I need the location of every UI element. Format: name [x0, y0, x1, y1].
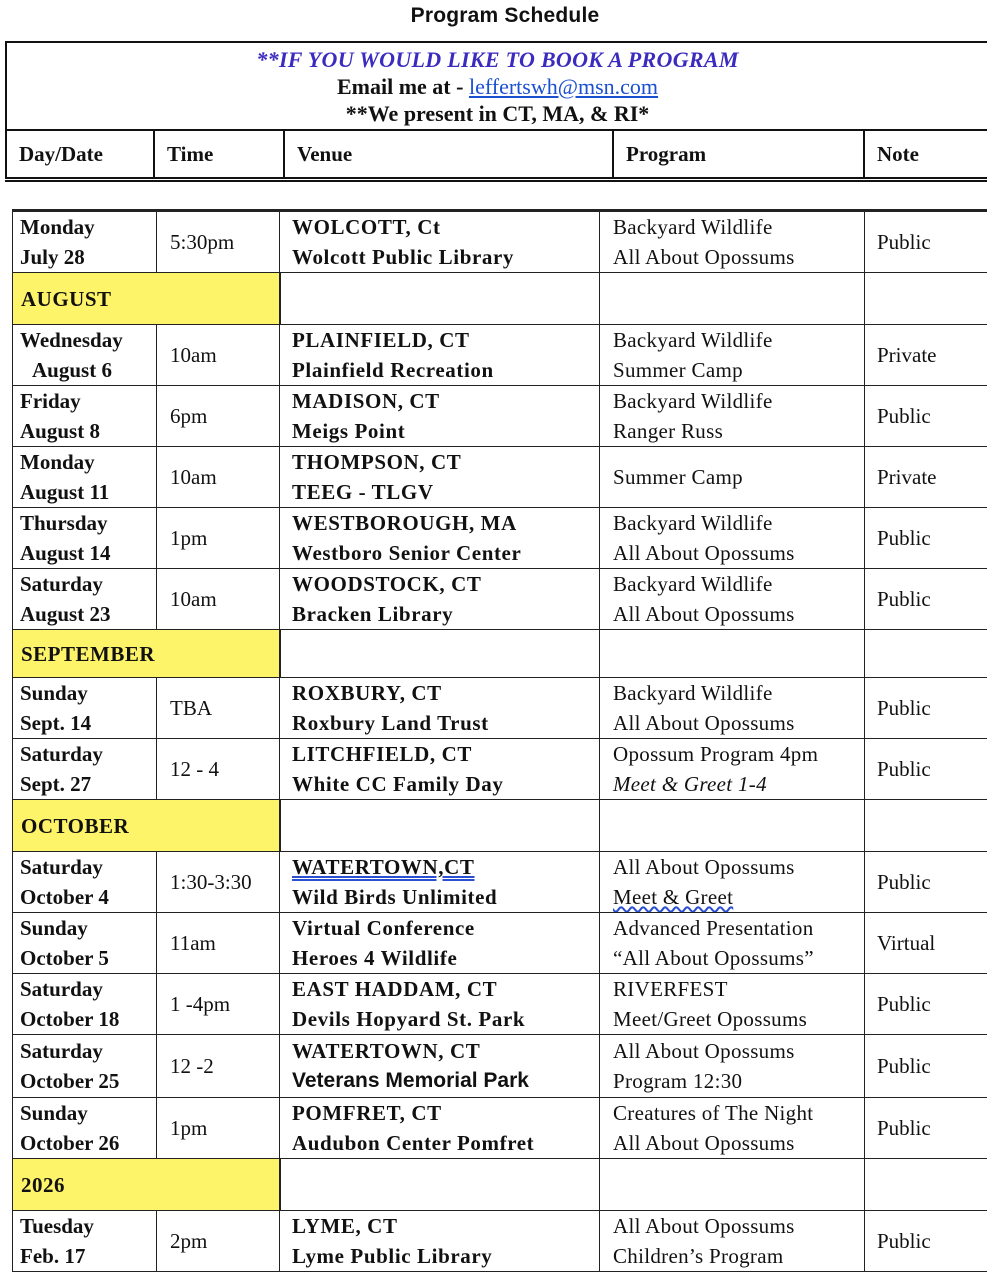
- program-cell: Opossum Program 4pm Meet & Greet 1-4: [600, 739, 865, 800]
- empty-cell: [280, 273, 600, 325]
- program-cell: Backyard Wildlife All About Opossums: [600, 211, 865, 273]
- program-cell: All About Opossums Children’s Program: [600, 1211, 865, 1272]
- table-row: [13, 852, 987, 913]
- table-row: [13, 678, 987, 739]
- table-row: [13, 1035, 987, 1098]
- empty-cell: [865, 1159, 987, 1211]
- time-cell: 12 -2: [157, 1035, 280, 1098]
- note-cell: Public: [865, 1098, 987, 1159]
- empty-cell: [280, 630, 600, 678]
- empty-cell: [600, 800, 865, 852]
- year-label: 2026: [13, 1159, 280, 1211]
- venue-cell: WOLCOTT, Ct Wolcott Public Library: [280, 211, 600, 273]
- day-date-cell: Monday August 11: [13, 447, 157, 508]
- note-cell: Public: [865, 386, 987, 447]
- empty-cell: [600, 630, 865, 678]
- venue-cell: WATERTOWN,CT Wild Birds Unlimited: [280, 852, 600, 913]
- venue-cell: WOODSTOCK, CT Bracken Library: [280, 569, 600, 630]
- note-cell: Public: [865, 569, 987, 630]
- month-label: OCTOBER: [13, 800, 280, 852]
- time-cell: 10am: [157, 325, 280, 386]
- table-row: [13, 739, 987, 800]
- booking-info: [6, 42, 987, 130]
- note-cell: Public: [865, 1211, 987, 1272]
- day-date-cell: Sunday Sept. 14: [13, 678, 157, 739]
- time-cell: 1 -4pm: [157, 974, 280, 1035]
- venue-cell: WATERTOWN, CT Veterans Memorial Park: [280, 1035, 600, 1098]
- booking-callout: **IF YOU WOULD LIKE TO BOOK A PROGRAM: [7, 46, 987, 73]
- column-header-venue: Venue: [284, 130, 613, 178]
- time-cell: 11am: [157, 913, 280, 974]
- empty-cell: [280, 800, 600, 852]
- table-row: [13, 325, 987, 386]
- column-header-program: Program: [613, 130, 864, 178]
- venue-cell: ROXBURY, CT Roxbury Land Trust: [280, 678, 600, 739]
- day-date-cell: Monday July 28: [13, 211, 157, 273]
- time-cell: 10am: [157, 569, 280, 630]
- day-date-cell: Saturday October 25: [13, 1035, 157, 1098]
- month-row: [13, 800, 987, 852]
- program-cell: Creatures of The Night All About Opossums: [600, 1098, 865, 1159]
- month-label: AUGUST: [13, 273, 280, 325]
- empty-cell: [865, 800, 987, 852]
- note-cell: Public: [865, 678, 987, 739]
- table-row: [13, 386, 987, 447]
- venue-cell: MADISON, CT Meigs Point: [280, 386, 600, 447]
- empty-cell: [600, 1159, 865, 1211]
- time-cell: 2pm: [157, 1211, 280, 1272]
- note-cell: Public: [865, 974, 987, 1035]
- day-date-cell: Saturday August 23: [13, 569, 157, 630]
- column-headers: [6, 130, 987, 178]
- time-cell: 10am: [157, 447, 280, 508]
- time-cell: 12 - 4: [157, 739, 280, 800]
- schedule-table: [12, 209, 987, 1272]
- table-row: [13, 1211, 987, 1272]
- program-cell: Summer Camp: [600, 447, 865, 508]
- note-cell: Public: [865, 1035, 987, 1098]
- time-cell: TBA: [157, 678, 280, 739]
- table-row: [13, 447, 987, 508]
- note-cell: Private: [865, 447, 987, 508]
- day-date-cell: Saturday October 18: [13, 974, 157, 1035]
- header-divider: [5, 180, 987, 209]
- empty-cell: [865, 273, 987, 325]
- month-row: [13, 630, 987, 678]
- program-cell: Backyard Wildlife All About Opossums: [600, 569, 865, 630]
- column-header-time: Time: [154, 130, 284, 178]
- day-date-cell: Friday August 8: [13, 386, 157, 447]
- program-cell: Backyard Wildlife Summer Camp: [600, 325, 865, 386]
- email-prefix: Email me at -: [337, 74, 469, 99]
- booking-header: [5, 41, 987, 179]
- program-cell: All About Opossums Meet & Greet: [600, 852, 865, 913]
- note-cell: Public: [865, 508, 987, 569]
- program-cell: All About Opossums Program 12:30: [600, 1035, 865, 1098]
- program-cell: Backyard Wildlife All About Opossums: [600, 678, 865, 739]
- day-date-cell: Sunday October 26: [13, 1098, 157, 1159]
- note-cell: Private: [865, 325, 987, 386]
- table-row: [13, 508, 987, 569]
- table-row: [13, 1098, 987, 1159]
- day-date-cell: Thursday August 14: [13, 508, 157, 569]
- time-cell: 1:30-3:30: [157, 852, 280, 913]
- venue-cell: POMFRET, CT Audubon Center Pomfret: [280, 1098, 600, 1159]
- table-row: [13, 211, 987, 273]
- month-row: [13, 273, 987, 325]
- program-cell: Advanced Presentation “All About Opossums”: [600, 913, 865, 974]
- venue-cell: LITCHFIELD, CT White CC Family Day: [280, 739, 600, 800]
- table-row: [13, 974, 987, 1035]
- venue-cell: Virtual Conference Heroes 4 Wildlife: [280, 913, 600, 974]
- empty-cell: [280, 1159, 600, 1211]
- program-cell: RIVERFEST Meet/Greet Opossums: [600, 974, 865, 1035]
- day-date-cell: Sunday October 5: [13, 913, 157, 974]
- page-title: Program Schedule: [0, 4, 987, 28]
- note-cell: Public: [865, 739, 987, 800]
- column-header-note: Note: [864, 130, 987, 178]
- table-row: [13, 569, 987, 630]
- venue-cell: PLAINFIELD, CT Plainfield Recreation: [280, 325, 600, 386]
- day-date-cell: Wednesday August 6: [13, 325, 157, 386]
- note-cell: Virtual: [865, 913, 987, 974]
- month-row: [13, 1159, 987, 1211]
- empty-cell: [865, 630, 987, 678]
- note-cell: Public: [865, 852, 987, 913]
- day-date-cell: Saturday Sept. 27: [13, 739, 157, 800]
- empty-cell: [600, 273, 865, 325]
- column-header-day: Day/Date: [6, 130, 154, 178]
- time-cell: 1pm: [157, 1098, 280, 1159]
- venue-cell: WESTBOROUGH, MA Westboro Senior Center: [280, 508, 600, 569]
- day-date-cell: Tuesday Feb. 17: [13, 1211, 157, 1272]
- venue-cell: THOMPSON, CT TEEG - TLGV: [280, 447, 600, 508]
- venue-cell: LYME, CT Lyme Public Library: [280, 1211, 600, 1272]
- time-cell: 1pm: [157, 508, 280, 569]
- time-cell: 6pm: [157, 386, 280, 447]
- month-label: SEPTEMBER: [13, 630, 280, 678]
- booking-regions: **We present in CT, MA, & RI*: [7, 100, 987, 127]
- time-cell: 5:30pm: [157, 211, 280, 273]
- note-cell: Public: [865, 211, 987, 273]
- program-cell: Backyard Wildlife Ranger Russ: [600, 386, 865, 447]
- venue-cell: EAST HADDAM, CT Devils Hopyard St. Park: [280, 974, 600, 1035]
- day-date-cell: Saturday October 4: [13, 852, 157, 913]
- email-link[interactable]: leffertswh@msn.com: [469, 74, 658, 99]
- program-cell: Backyard Wildlife All About Opossums: [600, 508, 865, 569]
- booking-email-line: [7, 73, 987, 100]
- table-row: [13, 913, 987, 974]
